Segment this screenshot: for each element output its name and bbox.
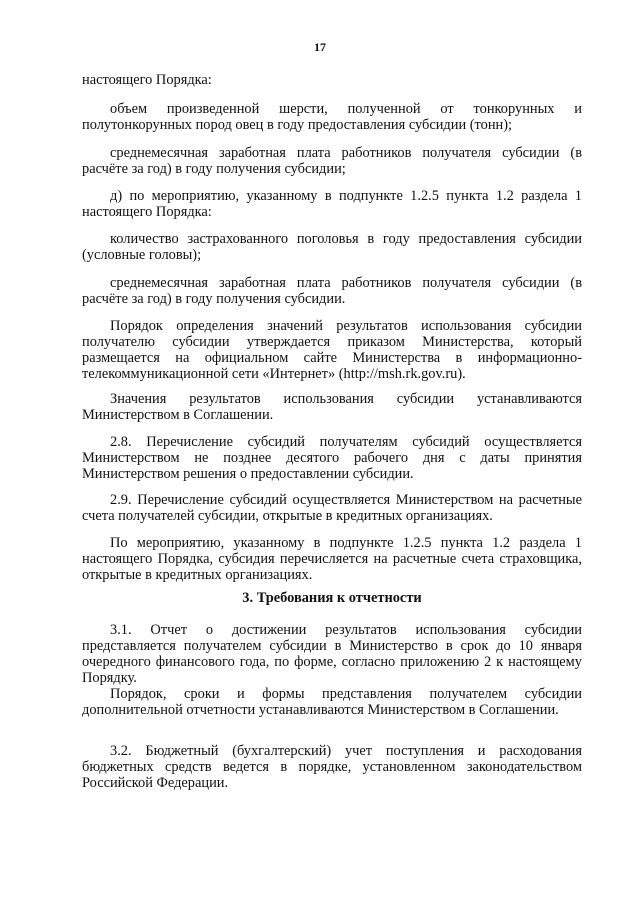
paragraph-5: количество застрахованного поголовья в году предоставления субсидии (условные головы); <box>82 231 582 263</box>
paragraph-11: По мероприятию, указанному в подпункте 1.2.5 пункта 1.2 раздела 1 настоящего Порядка, субсидия перечисляется на расчетные счета страховщика, открытые в кредитных организациях. <box>82 535 582 583</box>
section-paragraph-1: 3.1. Отчет о достижении результатов использования субсидии представляется получателем субсидии в Министерство в срок до 10 января очередного финансового года, по форме, согласно приложению 2 к настоящему Порядку. <box>82 622 582 686</box>
paragraph-1: настоящего Порядка: <box>82 72 212 88</box>
paragraph-10: 2.9. Перечисление субсидий осуществляется Министерством на расчетные счета получателей субсидии, открытые в кредитных организациях. <box>82 492 582 524</box>
section-paragraph-2: Порядок, сроки и формы представления получателем субсидии дополнительной отчетности устанавливаются Министерством в Соглашении. <box>82 686 582 718</box>
paragraph-8: Значения результатов использования субсидии устанавливаются Министерством в Соглашении. <box>82 391 582 423</box>
paragraph-4: д) по мероприятию, указанному в подпункте 1.2.5 пункта 1.2 раздела 1 настоящего Порядка: <box>82 188 582 220</box>
paragraph-2: объем произведенной шерсти, полученной от тонкорунных и полутонкорунных пород овец в году предоставления субсидии (тонн); <box>82 101 582 133</box>
paragraph-9: 2.8. Перечисление субсидий получателям субсидий осуществляется Министерством не позднее десятого рабочего дня с даты принятия Министерством решения о предоставлении субсидии. <box>82 434 582 482</box>
paragraph-6: среднемесячная заработная плата работников получателя субсидии (в расчёте за год) в году получения субсидии. <box>82 275 582 307</box>
section-heading: 3. Требования к отчетности <box>242 590 422 606</box>
paragraph-7: Порядок определения значений результатов использования субсидии получателю субсидии утверждается приказом Министерства, который размещается на официальном сайте Министерства в информационно-телекоммуникационной сети «Интернет» (http://msh.rk.gov.ru). <box>82 318 582 382</box>
section-paragraph-3: 3.2. Бюджетный (бухгалтерский) учет поступления и расходования бюджетных средств ведется в порядке, установленном законодательством Российской Федерации. <box>82 743 582 791</box>
paragraph-3: среднемесячная заработная плата работников получателя субсидии (в расчёте за год) в году получения субсидии; <box>82 145 582 177</box>
page-number: 17 <box>314 40 326 54</box>
